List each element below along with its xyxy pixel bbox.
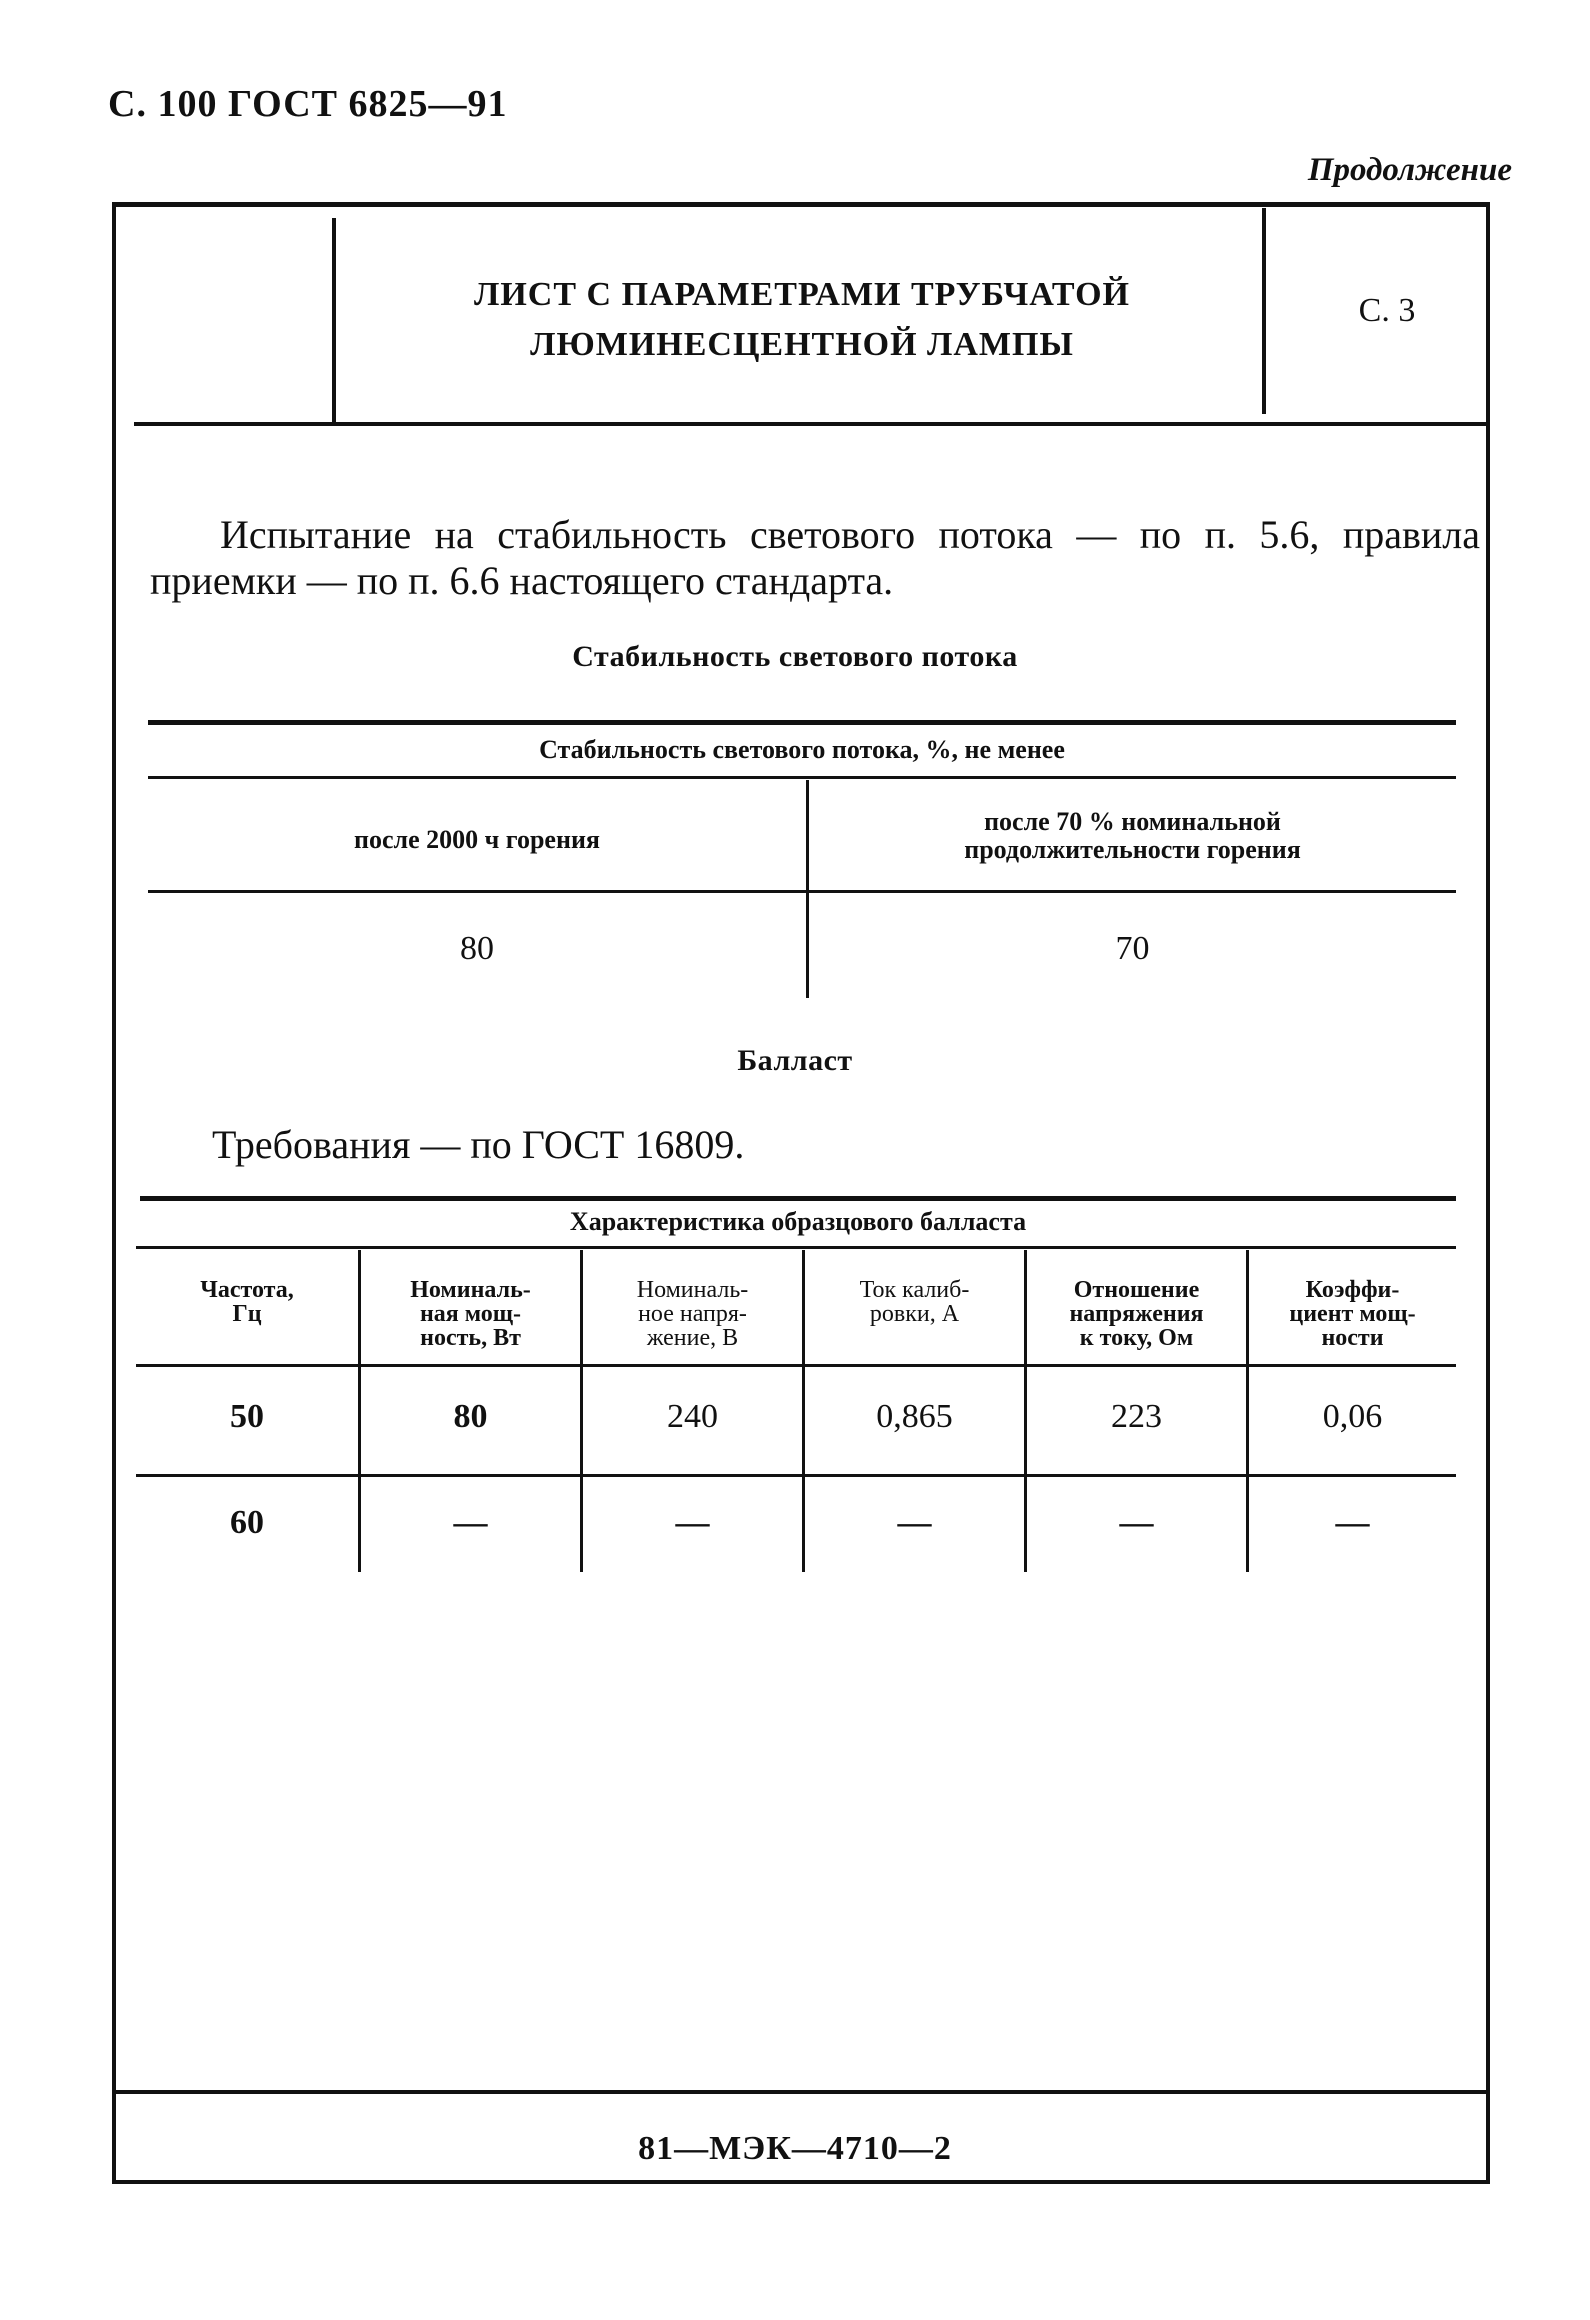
sheet-page-number: С. 3 (1358, 292, 1416, 329)
ballast-row1-power-factor: 0,06 (1322, 1398, 1383, 1435)
ballast-row1-ratio: 223 (1111, 1398, 1162, 1435)
frame-top-line (112, 202, 1490, 207)
sheet-title (342, 270, 1262, 370)
footer-code: 81—МЭК—4710—2 (638, 2130, 952, 2167)
stability-table-top-line (148, 720, 1456, 725)
ballast-heading: Балласт (737, 1044, 853, 1077)
ballast-col-header-power: Номиналь- ная мощ- ность, Вт (410, 1277, 531, 1351)
stability-table-header: Стабильность светового потока, %, не менее (539, 735, 1065, 764)
ballast-row2-ratio: — (1119, 1504, 1154, 1541)
ballast-row2-frequency: 60 (230, 1504, 264, 1541)
stability-table-header-line (148, 776, 1456, 779)
ballast-col-header-voltage: Номиналь- ное напря- жение, В (636, 1277, 749, 1351)
ballast-table-top-line (140, 1196, 1456, 1201)
ballast-row1-voltage: 240 (667, 1398, 718, 1435)
stability-table-mid-line (148, 890, 1456, 893)
ballast-table-title: Характеристика образцового балласта (569, 1207, 1027, 1236)
frame-bottom-line (112, 2180, 1490, 2184)
ballast-row2-power: — (453, 1504, 488, 1541)
header-bottom-line (134, 422, 1490, 426)
footer-line (112, 2090, 1490, 2094)
ballast-row1-power: 80 (453, 1398, 488, 1435)
ballast-table-row-divider (136, 1474, 1456, 1477)
ballast-row2-voltage: — (675, 1504, 710, 1541)
sheet-title-line-1: ЛИСТ С ПАРАМЕТРАМИ ТРУБЧАТОЙ (474, 276, 1130, 313)
ballast-col-header-ratio: Отношение напряжения к току, Ом (1069, 1277, 1204, 1351)
ballast-table-header-line (136, 1364, 1456, 1367)
ballast-col-header-current: Ток калиб- ровки, А (859, 1277, 970, 1327)
ballast-col-header-frequency: Частота, Гц (200, 1277, 294, 1327)
stability-col1-label: после 2000 ч горения (354, 825, 600, 854)
frame-right-line (1486, 202, 1490, 2182)
stability-col1-value: 80 (460, 930, 494, 967)
sheet-title-line-2: ЛЮМИНЕСЦЕНТНОЙ ЛАМПЫ (530, 326, 1074, 363)
header-divider-right (1262, 208, 1266, 414)
stability-col2-label (809, 808, 1456, 864)
stability-col2-label-line-2: продолжительности горения (964, 835, 1301, 864)
stability-heading: Стабильность светового потока (572, 640, 1018, 673)
ballast-table-title-line (136, 1246, 1456, 1249)
ballast-requirements: Требования — по ГОСТ 16809. (212, 1122, 745, 1167)
header-divider-left (332, 218, 336, 422)
stability-col2-value: 70 (1115, 930, 1150, 967)
continuation-label: Продолжение (1307, 152, 1512, 188)
ballast-row1-frequency: 50 (230, 1398, 264, 1435)
ballast-col-header-power-factor: Коэффи- циент мощ- ности (1289, 1277, 1416, 1351)
stability-col2-label-line-1: после 70 % номинальной (984, 807, 1281, 836)
frame-left-line (112, 202, 116, 2182)
page-header: С. 100 ГОСТ 6825—91 (108, 83, 508, 125)
ballast-row1-current: 0,865 (876, 1398, 953, 1435)
ballast-row2-power-factor: — (1335, 1504, 1370, 1541)
ballast-row2-current: — (897, 1504, 932, 1541)
intro-paragraph: Испытание на стабильность светового потока — по п. 5.6, правила приемки — по п. 6.6 настоящего стандарта. (150, 512, 1480, 603)
